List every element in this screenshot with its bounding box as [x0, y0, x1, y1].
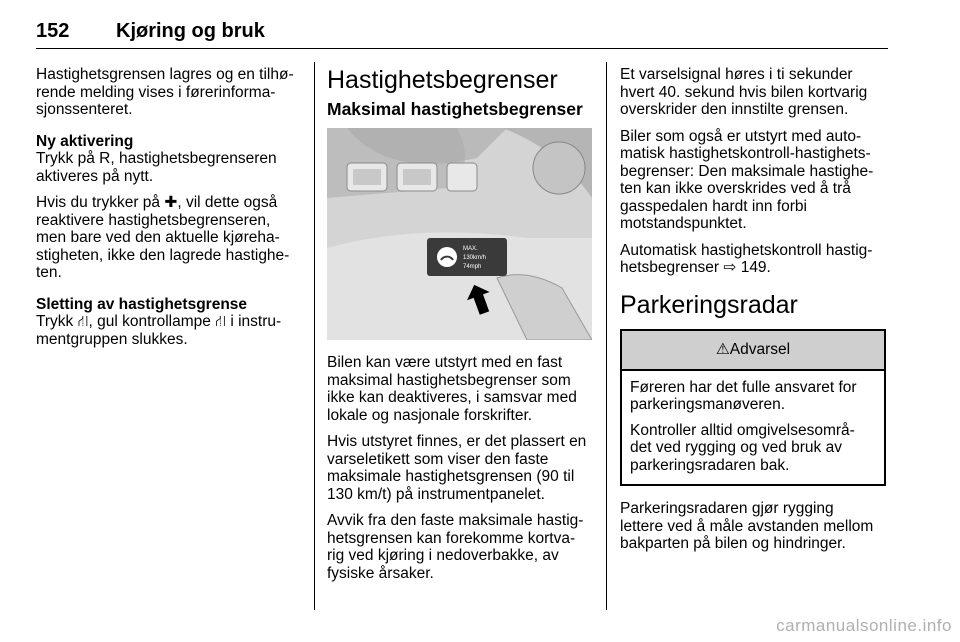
intro-paragraph	[36, 66, 306, 119]
text-line: Et varselsignal høres i ti sekunder	[620, 66, 853, 83]
text-line: gasspedalen hardt inn forbi	[620, 197, 807, 215]
text-line: det ved rygging og ved bruk av	[630, 439, 842, 456]
label-line-1: MAX.	[463, 246, 478, 252]
text-line: Hastighetsgrensen lagres og en tilhø-	[36, 66, 294, 83]
text-line: stigheten, ikke den lagrede hastighe-	[36, 246, 290, 264]
text-line: overskrider den innstilte grensen.	[620, 101, 849, 118]
paragraph-3	[620, 242, 888, 277]
column-divider-1	[314, 62, 315, 610]
paragraph-2	[327, 433, 597, 503]
text-line: Bilen kan være utstyrt med en fast	[327, 354, 563, 371]
label-line-3: 74mph	[463, 264, 482, 270]
text-line: maksimale hastighetsgrensen (90 til	[327, 468, 575, 485]
text-line: reaktivere hastighetsbegrenseren,	[36, 211, 271, 229]
text-line: men bare ved den aktuelle kjøreha-	[36, 229, 280, 246]
text-line: sjonssenteret.	[36, 101, 133, 118]
warning-paragraph-1	[630, 379, 876, 414]
column-divider-2	[606, 62, 607, 610]
text-line: fysiske årsaker.	[327, 564, 434, 582]
label-line-2: 130km/h	[463, 255, 487, 261]
chapter-title: Kjøring og bruk	[116, 20, 265, 42]
column-1	[36, 66, 306, 357]
text-line: mentgruppen slukkes.	[36, 330, 188, 348]
text-line: Kontroller alltid omgivelsesområ-	[630, 421, 855, 439]
text-line: maksimal hastighetsbegrenser som	[327, 371, 571, 389]
text-line: begrenser: Den maksimale hastighe-	[620, 162, 874, 180]
text-line: ten kan ikke overskrides ved å trå	[620, 180, 851, 197]
column-3	[620, 66, 888, 562]
paragraph-2	[620, 128, 888, 233]
page-header	[36, 20, 888, 48]
text-line: ten.	[36, 264, 62, 281]
delete-title: Sletting av hastighetsgrense	[36, 295, 248, 313]
text-line: Trykk på R, hastighetsbegrenseren	[36, 150, 277, 167]
column-2	[327, 66, 597, 591]
subsection-heading: Maksimal hastighetsbegrenser	[327, 99, 583, 119]
warning-box	[620, 329, 886, 487]
text-line: lettere ved å måle avstanden mellom	[620, 517, 874, 535]
dashboard-illustration	[327, 128, 592, 340]
text-line: Hvis utstyret finnes, er det plassert en	[327, 433, 587, 450]
text-line: rende melding vises i førerinforma-	[36, 83, 276, 101]
text-line: parkeringsmanøveren.	[630, 396, 786, 413]
paragraph-4	[620, 500, 888, 553]
header-divider	[36, 48, 888, 49]
paragraph-1	[327, 354, 597, 424]
text-line: rig ved kjøring i nedoverbakke, av	[327, 547, 559, 564]
reactivation-title: Ny aktivering	[36, 132, 134, 150]
text-line: matisk hastighetskontroll-hastighets-	[620, 145, 871, 162]
dashboard-illustration-svg	[327, 128, 592, 340]
text-line: Automatisk hastighetskontroll hastig-	[620, 241, 873, 259]
paragraph-1	[620, 66, 888, 119]
text-line: parkeringsradaren bak.	[630, 456, 790, 474]
text-line: Parkeringsradaren gjør rygging	[620, 500, 834, 517]
delete-paragraph	[36, 313, 306, 348]
text-line: varseletikett som viser den faste	[327, 450, 549, 468]
text-line: lokale og nasjonale forskrifter.	[327, 406, 533, 424]
text-line: hvert 40. sekund hvis bilen kortvarig	[620, 83, 868, 101]
text-line: bakparten på bilen og hindringer.	[620, 535, 846, 552]
cross-reference-link[interactable]: hetsbegrenser ⇨ 149.	[620, 259, 771, 276]
text-line: Avvik fra den faste maksimale hastig-	[327, 512, 584, 529]
reactivation-paragraph-2	[36, 194, 306, 282]
text-line: Biler som også er utstyrt med auto-	[620, 127, 862, 145]
page-number: 152	[36, 20, 70, 42]
warning-title: ⚠Advarsel	[622, 331, 884, 371]
text-line: ikke kan deaktiveres, i samsvar med	[327, 389, 577, 406]
warning-paragraph-2	[630, 422, 876, 475]
section-heading: Parkeringsradar	[620, 290, 798, 319]
text-line: Trykk ⛙, gul kontrollampe ⛙ i instru-	[36, 313, 282, 330]
text-line: motstandspunktet.	[620, 215, 747, 232]
section-heading: Hastighetsbegrenser	[327, 66, 558, 94]
text-line: Hvis du trykker på ✚, vil dette også	[36, 194, 278, 211]
watermark: carmanualsonline.info	[776, 616, 952, 635]
text-line: hetsgrensen kan forekomme kortva-	[327, 529, 576, 547]
text-line: Føreren har det fulle ansvaret for	[630, 378, 857, 396]
paragraph-3	[327, 512, 597, 582]
text-line: aktiveres på nytt.	[36, 167, 154, 185]
warning-body	[622, 371, 884, 485]
reactivation-paragraph-1	[36, 150, 306, 185]
text-line: 130 km/t) på instrumentpanelet.	[327, 485, 545, 503]
